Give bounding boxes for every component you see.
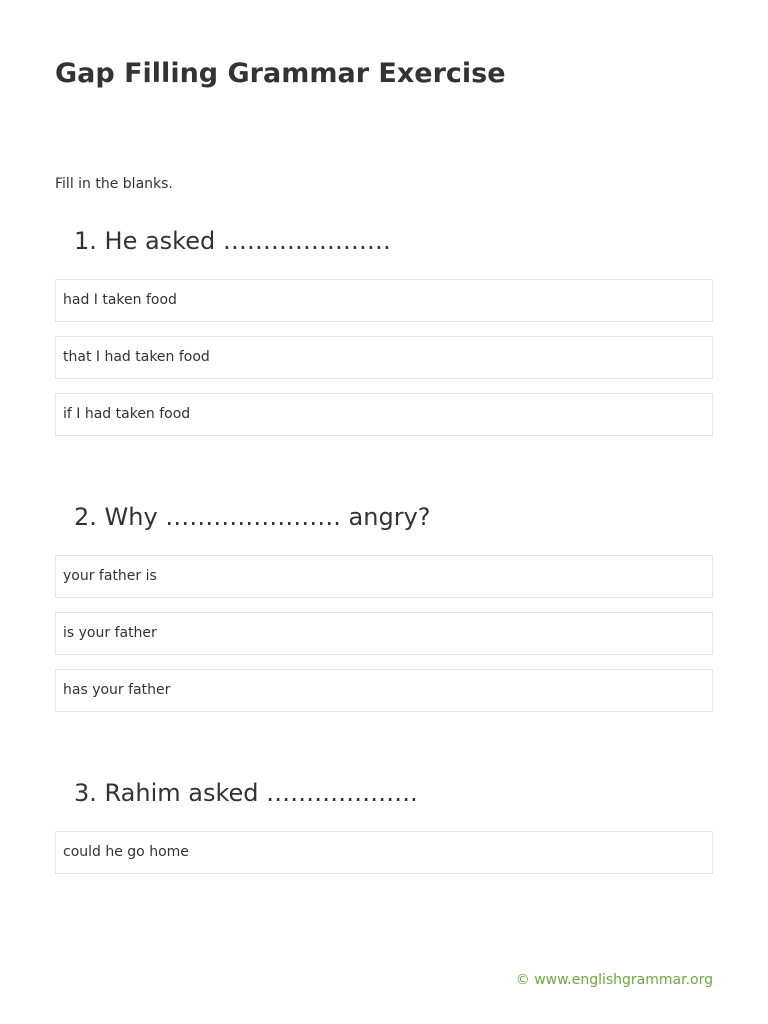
question-3: [55, 775, 713, 888]
question-2: [55, 499, 713, 726]
instructions-text: Fill in the blanks.: [55, 176, 173, 192]
question-2-text: 2. Why …………………. angry?: [74, 503, 431, 531]
question-2-option-3[interactable]: has your father: [55, 669, 713, 712]
question-1: [55, 223, 713, 450]
question-1-option-2[interactable]: that I had taken food: [55, 336, 713, 379]
question-1-option-1[interactable]: had I taken food: [55, 279, 713, 322]
question-1-options: [55, 279, 713, 436]
page-title: Gap Filling Grammar Exercise: [55, 58, 506, 89]
footer-copyright: © www.englishgrammar.org: [515, 972, 713, 988]
question-2-option-1[interactable]: your father is: [55, 555, 713, 598]
question-3-text: 3. Rahim asked ……………….: [74, 779, 418, 807]
question-1-option-3[interactable]: if I had taken food: [55, 393, 713, 436]
question-1-text: 1. He asked …………………: [74, 227, 391, 255]
question-3-options: [55, 831, 713, 874]
question-2-options: [55, 555, 713, 712]
question-3-option-1[interactable]: could he go home: [55, 831, 713, 874]
question-2-option-2[interactable]: is your father: [55, 612, 713, 655]
